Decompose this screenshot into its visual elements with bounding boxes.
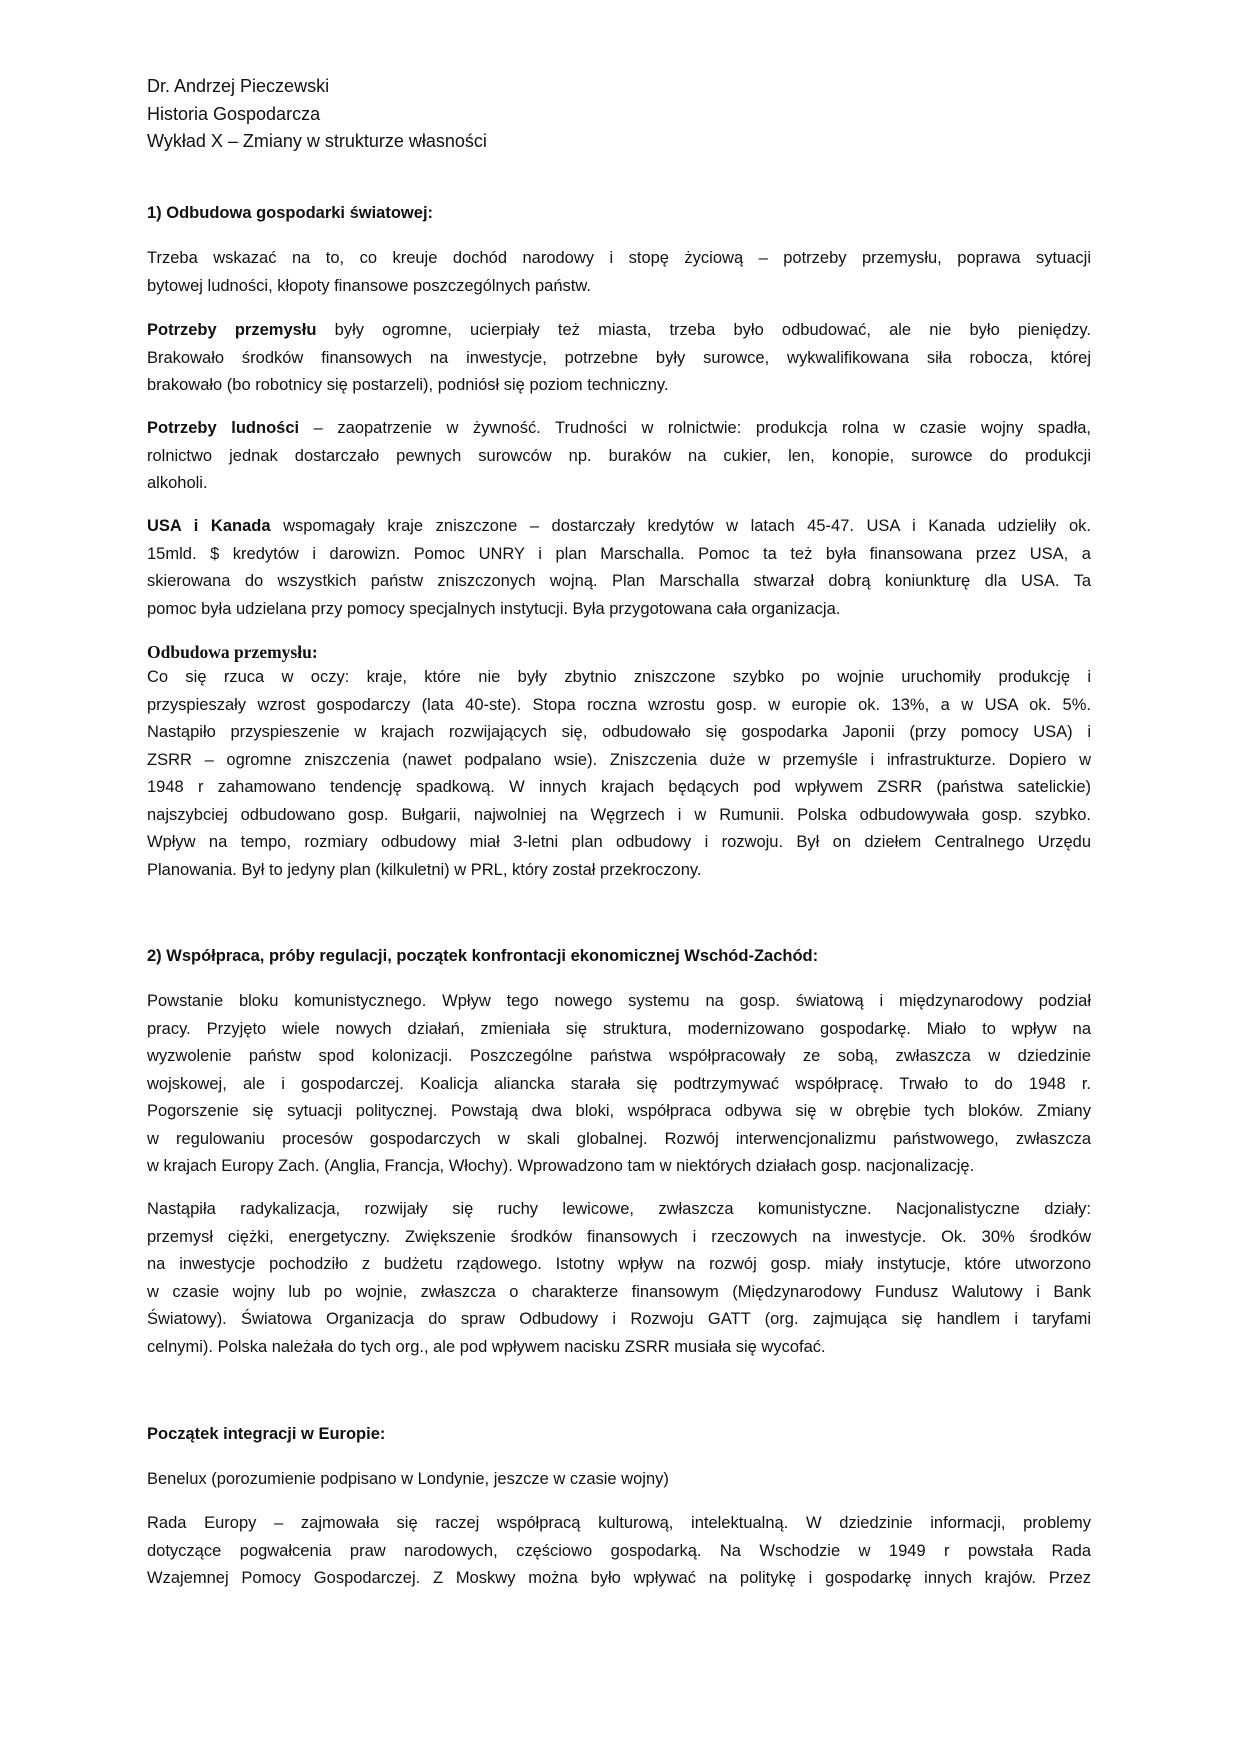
line-text: Rada Europy – zajmowała się raczej współpracą kulturową, intelektualną. W dziedzinie informacji, problemy <box>147 1514 1091 1532</box>
line-text: Trzeba wskazać na to, co kreuje dochód narodowy i stopę życiową – potrzeby przemysłu, poprawa sytuacji <box>147 249 1091 267</box>
line-text: ZSRR – ogromne zniszczenia (nawet podpalano wsie). Zniszczenia duże w przemyśle i infrastrukturze. Dopiero w <box>147 750 1091 769</box>
text-line <box>147 1334 1091 1362</box>
text-line <box>147 245 1091 273</box>
section-heading-3: Początek integracji w Europie: <box>147 1425 386 1443</box>
text-line <box>147 568 1091 596</box>
text-line <box>147 1224 1091 1252</box>
line-text: Pogorszenie się sytuacji politycznej. Powstają dwa bloki, współpraca odbywa się w obrębie tych bloków. Zmiany <box>147 1102 1091 1120</box>
line-text: w krajach Europy Zach. (Anglia, Francja, Włochy). Wprowadzono tam w niektórych działach gosp. nacjonalizację. <box>147 1157 975 1175</box>
line-text: wyzwolenie państw spod kolonizacji. Poszczególne państwa współpracowały ze sobą, zwłaszcza w dziedzinie <box>147 1047 1091 1065</box>
paragraph <box>147 1510 1091 1593</box>
author: Dr. Andrzej Pieczewski <box>147 76 330 96</box>
paragraph <box>147 317 1091 400</box>
text-line <box>147 1279 1091 1307</box>
text-line <box>147 596 1091 624</box>
subheading: Odbudowa przemysłu: <box>147 642 318 662</box>
lecture-title: Wykład X – Zmiany w strukturze własności <box>147 131 487 151</box>
text-line <box>147 857 1091 885</box>
text-line <box>147 1196 1091 1224</box>
line-text: – zaopatrzenie w żywność. Trudności w rolnictwie: produkcja rolna w czasie wojny spadła, <box>299 419 1091 437</box>
paragraph <box>147 245 1091 300</box>
document-header <box>147 73 1091 156</box>
text-line <box>147 470 1091 498</box>
line-text: w czasie wojny lub po wojnie, zwłaszcza o charakterze finansowym (Międzynarodowy Fundusz Walutowy i Bank <box>147 1282 1091 1301</box>
line-text: Wpływ na tempo, rozmiary odbudowy miał 3-letni plan odbudowy i rozwoju. Był on dziełem Centralnego Urzędu <box>147 833 1091 851</box>
text-line <box>147 829 1091 857</box>
line-text: rolnictwo jednak dostarczało pewnych surowców np. buraków na cukier, len, konopie, surowce do produkcji <box>147 446 1091 465</box>
line-text: Nastąpiła radykalizacja, rozwijały się ruchy lewicowe, zwłaszcza komunistyczne. Nacjonalistyczne działy: <box>147 1200 1091 1218</box>
paragraph <box>147 513 1091 623</box>
text-line <box>147 1043 1091 1071</box>
text-line <box>147 541 1091 569</box>
line-text: najszybciej odbudowano gosp. Bułgarii, najwolniej na Węgrzech i w Rumunii. Polska odbudowywała gosp. szybko. <box>147 805 1091 824</box>
lead-term: Potrzeby ludności <box>147 419 300 437</box>
text-line <box>147 273 1091 301</box>
text-line <box>147 345 1091 373</box>
line-text: Nastąpiło przyspieszenie w krajach rozwijających się, odbudowało się gospodarka Japonii (przy pomocy USA) i <box>147 723 1091 741</box>
text-line <box>147 692 1091 720</box>
line-text: Wzajemnej Pomocy Gospodarczej. Z Moskwy można było wpływać na politykę i gospodarkę innych krajów. Przez <box>147 1569 1091 1587</box>
paragraph <box>147 1196 1091 1361</box>
text-line <box>147 774 1091 802</box>
paragraph <box>147 415 1091 498</box>
text-line <box>147 1538 1091 1566</box>
text-line <box>147 802 1091 830</box>
text-line <box>147 719 1091 747</box>
section-heading-1: 1) Odbudowa gospodarki światowej: <box>147 204 434 222</box>
paragraph <box>147 664 1091 884</box>
text-line <box>147 513 1091 541</box>
text-line <box>147 1016 1091 1044</box>
text-line <box>147 1153 1091 1181</box>
text-line <box>147 747 1091 775</box>
text-line <box>147 1306 1091 1334</box>
line-text: brakowało (bo robotnicy się postarzeli), podniósł się poziom techniczny. <box>147 376 669 394</box>
text-line <box>147 1098 1091 1126</box>
line-text: dotyczące pogwałcenia praw narodowych, częściowo gospodarką. Na Wschodzie w 1949 r powstała Rada <box>147 1541 1091 1560</box>
paragraph <box>147 1466 1091 1494</box>
line-text: wspomagały kraje zniszczone – dostarczały kredytów w latach 45-47. USA i Kanada udzieliły ok. <box>270 517 1091 535</box>
line-text: alkoholi. <box>147 474 208 492</box>
text-line <box>147 1126 1091 1154</box>
text-line <box>147 317 1091 345</box>
line-text: wojskowej, ale i gospodarczej. Koalicja aliancka starała się podtrzymywać współpracę. Trwało to do 1948 r. <box>147 1074 1091 1093</box>
line-text: pomoc była udzielana przy pomocy specjalnych instytucji. Była przygotowana cała organizacja. <box>147 599 841 618</box>
lead-term: Potrzeby przemysłu <box>147 321 317 339</box>
paragraph <box>147 988 1091 1181</box>
text-line <box>147 1510 1091 1538</box>
line-text: Brakowało środków finansowych na inwestycje, potrzebne były surowce, wykwalifikowana siła robocza, której <box>147 348 1091 367</box>
text-line <box>147 443 1091 471</box>
section-heading-2: 2) Współpraca, próby regulacji, początek konfrontacji ekonomicznej Wschód-Zachód: <box>147 947 819 965</box>
line-text: Benelux (porozumienie podpisano w Londynie, jeszcze w czasie wojny) <box>147 1470 669 1488</box>
line-text: bytowej ludności, kłopoty finansowe poszczególnych państw. <box>147 276 591 295</box>
text-line <box>147 372 1091 400</box>
line-text: Światowy). Światowa Organizacja do spraw Odbudowy i Rozwoju GATT (org. zajmująca się handlem i taryfami <box>147 1310 1091 1328</box>
line-text: celnymi). Polska należała do tych org., ale pod wpływem nacisku ZSRR musiała się wycofać. <box>147 1337 826 1356</box>
line-text: skierowana do wszystkich państw zniszczonych wojną. Plan Marschalla stwarzał dobrą koniunkturę dla USA. Ta <box>147 572 1091 590</box>
text-line <box>147 1251 1091 1279</box>
text-line <box>147 664 1091 692</box>
text-line <box>147 1466 1091 1494</box>
line-text: pracy. Przyjęto wiele nowych działań, zmieniała się struktura, modernizowano gospodarkę. Miało to wpływ na <box>147 1019 1091 1038</box>
line-text: Powstanie bloku komunistycznego. Wpływ tego nowego systemu na gosp. światową i międzynarodowy podział <box>147 992 1091 1010</box>
lead-term: USA i Kanada <box>147 517 271 535</box>
line-text: przyspieszały wzrost gospodarczy (lata 40-ste). Stopa roczna wzrostu gosp. w europie ok. 13%, a w USA ok. 5%. <box>147 695 1091 714</box>
text-line <box>147 1071 1091 1099</box>
line-text: w regulowaniu procesów gospodarczych w skali globalnej. Rozwój interwencjonalizmu państwowego, zwłaszcza <box>147 1129 1091 1148</box>
line-text: Planowania. Był to jedyny plan (kilkuletni) w PRL, który został przekroczony. <box>147 860 702 879</box>
line-text: 1948 r zahamowano tendencję spadkową. W innych krajach będących pod wpływem ZSRR (państwa satelickie) <box>147 778 1091 796</box>
line-text: 15mld. $ kredytów i darowizn. Pomoc UNRY i plan Marschalla. Pomoc ta też była finansowana przez USA, a <box>147 544 1091 563</box>
text-line <box>147 1565 1091 1593</box>
text-line <box>147 988 1091 1016</box>
text-line <box>147 415 1091 443</box>
line-text: były ogromne, ucierpiały też miasta, trzeba było odbudować, ale nie było pieniędzy. <box>316 321 1091 339</box>
line-text: Co się rzuca w oczy: kraje, które nie były zbytnio zniszczone szybko po wojnie uruchomiły produkcję i <box>147 668 1091 686</box>
line-text: na inwestycje pochodziło z budżetu rządowego. Istotny wpływ na rozwój gosp. miały instytucje, które utworzono <box>147 1255 1091 1273</box>
course-title: Historia Gospodarcza <box>147 103 321 124</box>
line-text: przemysł ciężki, energetyczny. Zwiększenie środków finansowych i rzeczowych na inwestycje. Ok. 30% środków <box>147 1227 1091 1246</box>
